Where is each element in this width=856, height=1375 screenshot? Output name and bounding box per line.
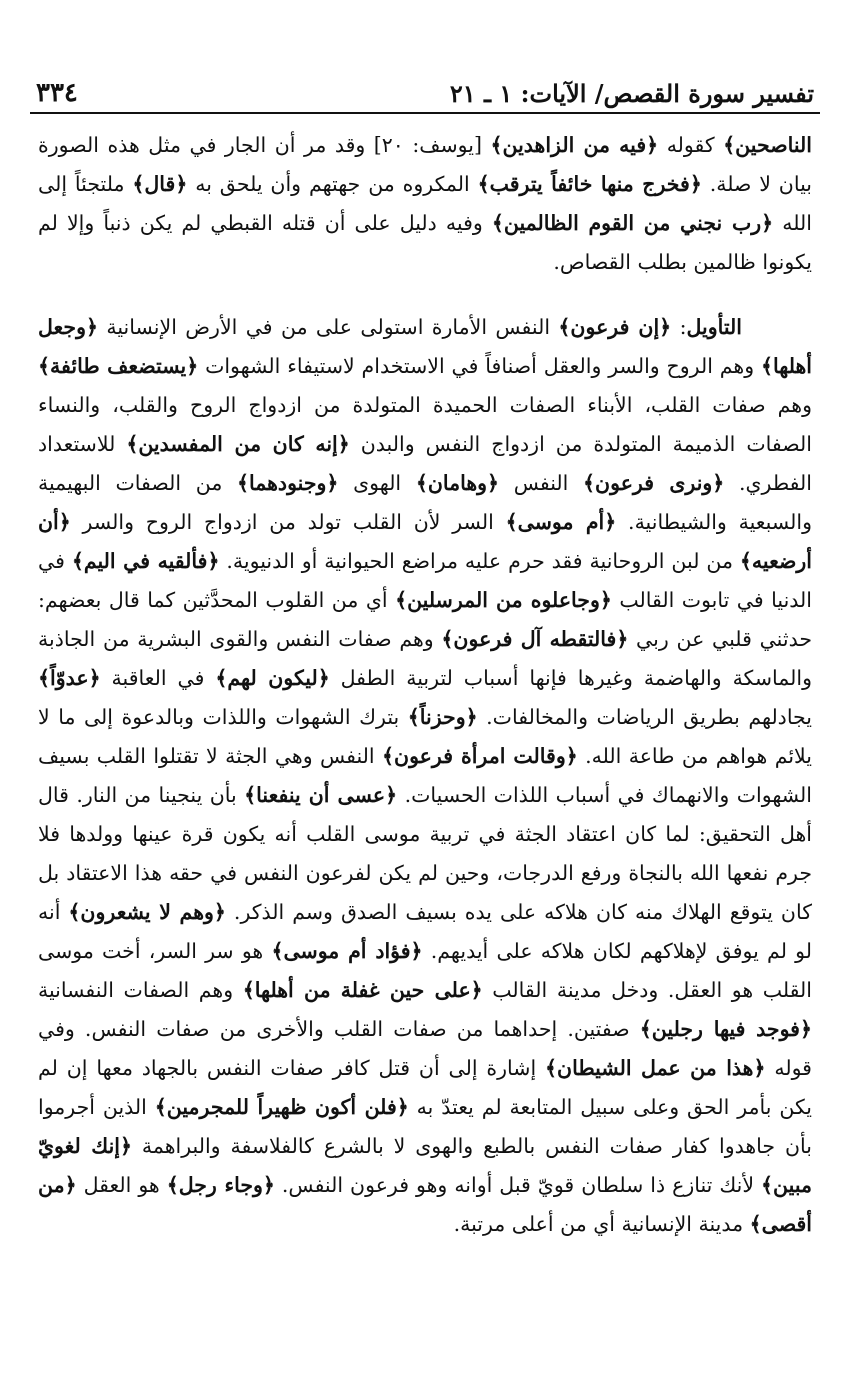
quran-quote: ﴿هذا من عمل الشيطان﴾ [545,1056,766,1080]
text-run: هو سر السر، أخت موسى القلب هو العقل. ودخل مدينة القالب [38,939,812,1002]
text-run: في العاقبة [100,666,216,690]
text-run: وهم صفات القلب، الأبناء الصفات الحميدة المتولدة من ازدواج الروح والقلب، والنساء الصفات الذميمة المتولدة من ازدواج النفس والبدن [38,393,812,456]
text-run: إشارة إلى أن قتل كافر صفات النفس بالجهاد معها إن لم يكن بأمر الحق وعلى سبيل المتابعة لم يعتدّ به [38,1056,812,1119]
text-run: صفتين. إحداهما من صفات القلب والأخرى من صفات النفس. وفي قوله [38,1017,812,1080]
page-number: ٣٣٤ [36,78,78,108]
text-run: للاستعداد الفطري. [38,432,812,495]
quran-quote: ﴿ليكون لهم﴾ [215,666,330,690]
paragraph-tawil [38,308,812,1244]
quran-quote: ﴿وهم لا يشعرون﴾ [68,900,226,924]
text-run: الذين أجرموا بأن جاهدوا كفار صفات النفس بالطبع والهوى لا بالشرع كالفلاسفة والبراهمة [38,1095,812,1158]
quran-quote: ﴿فيه من الزاهدين﴾ [490,133,659,157]
text-run: السر لأن القلب تولد من ازدواج الروح والسر [70,510,506,534]
text-run: لأنك تنازع ذا سلطان قويّ قبل أوانه وهو فرعون النفس. [274,1173,762,1197]
quran-quote: ﴿من أقصى﴾ [38,1173,812,1236]
paragraph-commentary [38,126,812,282]
text-run: وهم الصفات النفسانية [38,978,243,1002]
text-run: النفس الأمارة استولى على من في الأرض الإنسانية [98,315,559,339]
text-run: هو العقل [76,1173,167,1197]
text-run: يجادلهم بطريق الرياضات والمخالفات. [477,705,813,729]
page-body [30,126,820,1244]
text-run: النفس [499,471,584,495]
quran-quote: ﴿وقالت امرأة فرعون﴾ [382,744,578,768]
text-run: كقوله [658,133,724,157]
quran-quote: ﴿وحزناً﴾ [407,705,478,729]
text-run: وفيه دليل على أن قتله القبطي لم يكن ذنباً وإلا لم يكونوا ظالمين بطلب القصاص. [38,211,812,274]
quran-quote: ﴿وجنودهما﴾ [237,471,339,495]
quran-quote: ﴿فخرج منها خائفاً يترقب﴾ [477,172,702,196]
text-run: ملتجئاً إلى الله [38,172,812,235]
quran-quote: ﴿فألقيه في اليم﴾ [71,549,220,573]
quran-quote: الناصحين﴾ [723,133,812,157]
quran-quote: ﴿عدوّاً﴾ [38,666,101,690]
quran-quote: ﴿وجعل أهلها﴾ [38,315,812,378]
text-run: بترك الشهوات واللذات وبالدعوة إلى ما لا يلائم هواهم من طاعة الله. [38,705,812,768]
quran-quote: ﴿ونرى فرعون﴾ [583,471,725,495]
text-run: بأن ينجينا من النار. قال أهل التحقيق: لما كان اعتقاد الجثة في تربية موسى القلب أنه يكون قرة عينها وولدها فلا جرم نفعها الله بالنجاة ورفع الدرجات، وحين لم يكن لفرعون النفس في حقه هذا الاعتقاد بل كان يتوقع الهلاك منه كان هلاكه على يده بسيف الصدق وسم الذكر. [38,783,812,924]
quran-quote: ﴿إن فرعون﴾ [558,315,672,339]
quran-quote: ﴿عسى أن ينفعنا﴾ [244,783,398,807]
quran-quote: ﴿رب نجني من القوم الظالمين﴾ [491,211,774,235]
text-run: من لبن الروحانية فقد حرم عليه مراضع الحيوانية أو الدنيوية. [219,549,740,573]
text-run: أنه لو لم يوفق لإهلاكهم لكان هلاكه على أيديهم. [38,900,812,963]
quran-quote: ﴿فلن أكون ظهيراً للمجرمين﴾ [154,1095,409,1119]
book-page [30,78,820,1244]
text-run: وهم الروح والسر والعقل أصنافاً في الاستخدام لاستيفاء الشهوات [198,354,761,378]
quran-quote: ﴿قال﴾ [132,172,188,196]
running-title: تفسير سورة القصص/ الآيات: ١ ـ ٢١ [449,79,814,108]
quran-quote: ﴿وجاعلوه من المرسلين﴾ [395,588,612,612]
text-run: مدينة الإنسانية أي من أعلى مرتبة. [453,1212,750,1236]
quran-quote: ﴿إنه كان من المفسدين﴾ [126,432,350,456]
text-run: المكروه من جهتهم وأن يلحق به [187,172,478,196]
text-run: أي من القلوب المحدَّثين كما قال بعضهم: حدثني قلبي عن ربي [38,588,812,651]
text-run: وهم صفات النفس والقوى البشرية من الجاذبة والماسكة والهاضمة وغيرها فإنها أسباب لتربية الطفل [38,627,812,690]
quran-quote: ﴿أم موسى﴾ [505,510,617,534]
quran-quote: ﴿وجاء رجل﴾ [166,1173,275,1197]
text-run: الهوى [338,471,416,495]
page-header [30,78,820,114]
quran-quote: ﴿فالتقطه آل فرعون﴾ [441,627,629,651]
quran-quote: ﴿وهامان﴾ [415,471,500,495]
quran-quote: ﴿يستضعف طائفة﴾ [38,354,199,378]
quran-quote: ﴿فوجد فيها رجلين﴾ [639,1017,812,1041]
text-run: من الصفات البهيمية والسبعية والشيطانية. [38,471,812,534]
quran-quote: ﴿أن أرضعيه﴾ [38,510,812,573]
quran-quote: ﴿فؤاد أم موسى﴾ [271,939,423,963]
text-run: في الدنيا في تابوت القالب [38,549,812,612]
quran-quote: التأويل [686,315,742,339]
text-run: النفس وهي الجثة لا تقتلوا القلب بسيف الشهوات والانهماك في أسباب اللذات الحسيات. [38,744,812,807]
text-run: [يوسف: ٢٠] وقد مر أن الجار في مثل هذه الصورة بيان لا صلة. [38,133,812,196]
text-run: : [671,315,687,339]
quran-quote: ﴿إنك لغويّ مبين﴾ [38,1134,813,1197]
quran-quote: ﴿على حين غفلة من أهلها﴾ [242,978,483,1002]
